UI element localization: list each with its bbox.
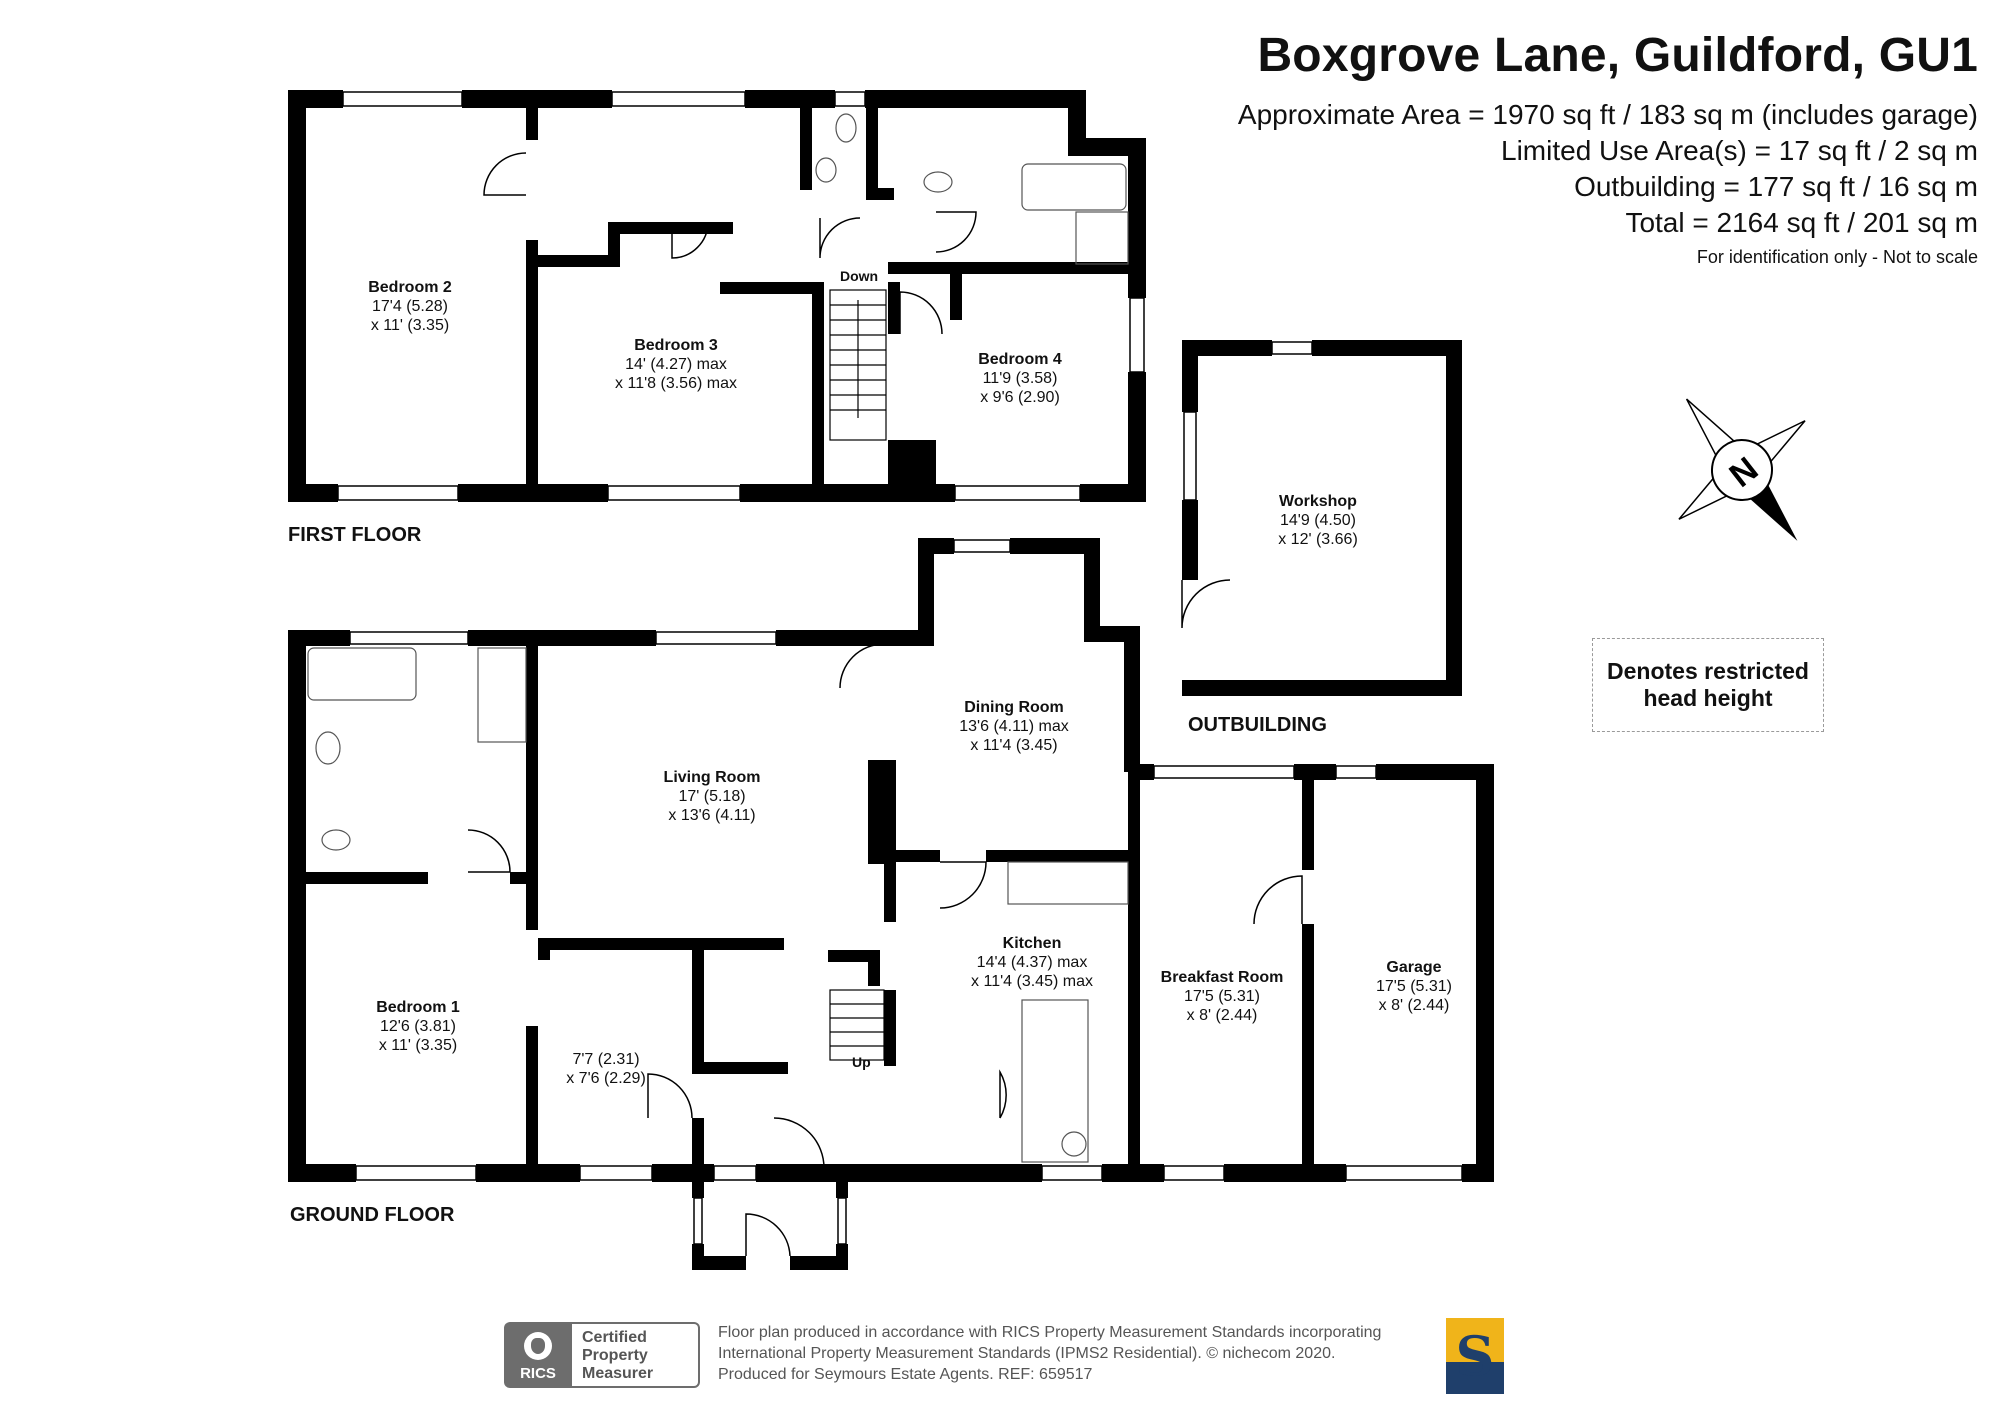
footer-text [718,1322,1381,1385]
window [350,632,468,644]
rics-cert-text: Property [582,1347,648,1364]
ground-floor-label: GROUND FLOOR [290,1204,455,1226]
wall [866,188,894,200]
wall [306,872,428,884]
area-line: Total = 2164 sq ft / 201 sq m [1625,207,1978,238]
wall [1462,1164,1494,1182]
door-swing [746,1214,790,1256]
room-dimension: x 11' (3.35) [378,1037,458,1054]
wall [1476,764,1494,1182]
stairs-down-label: Down [840,268,879,284]
wall [288,90,306,502]
wall [692,1062,788,1074]
window [714,1166,756,1180]
bathtub [1022,164,1126,210]
room-name: Bedroom 2 [368,279,452,296]
room-dimension: 14' (4.27) max [625,356,727,373]
window [1164,1166,1224,1180]
door-swing [1182,580,1230,628]
room-workshop [1278,492,1358,549]
outbuilding-label: OUTBUILDING [1188,714,1327,736]
rics-certification [572,1322,700,1388]
room-dimension: x 11'8 (3.56) max [615,375,737,392]
wall [836,1176,848,1198]
wall [1182,340,1198,412]
door-swing [820,218,860,258]
legend-text: Denotes restricted [1607,658,1809,684]
area-line: Approximate Area = 1970 sq ft / 183 sq m (includes garage) [1237,99,1978,130]
room-name: Bedroom 4 [978,351,1062,368]
wall [1294,764,1336,780]
room-dimension: 14'4 (4.37) max [976,954,1088,971]
room-dimension: x 11' (3.35) [370,317,450,334]
agent-logo [1446,1318,1504,1394]
room-name: Garage [1386,959,1442,976]
window [1042,1166,1102,1180]
room-dimension: 11'9 (3.58) [982,370,1058,387]
stairs-up-label: Up [852,1054,871,1070]
room-name: Dining Room [964,699,1064,716]
wall [288,630,350,646]
wall [884,862,896,922]
room-study [566,1050,646,1088]
room-bedroom-4 [978,350,1062,407]
wall [918,538,934,646]
basin [924,172,952,192]
wall [720,282,820,294]
wall [800,100,812,190]
wall [1182,500,1198,580]
door-swing [484,153,526,195]
door-swing [840,644,884,688]
room-dimension: x 8' (2.44) [1378,997,1450,1014]
window [608,486,740,500]
rics-name: RICS [520,1365,556,1382]
wall [1302,924,1314,1164]
rics-cert-text: Certified [582,1329,647,1346]
shower-tray [478,648,526,742]
room-dimension: x 7'6 (2.29) [566,1070,646,1087]
wall [538,938,784,950]
wall [884,990,896,1066]
wall [865,90,1085,108]
counter [1022,1000,1088,1162]
door-swing [468,830,510,872]
stairs [830,290,886,1060]
room-name: Living Room [663,769,761,786]
wall [812,282,824,502]
window [1346,1166,1462,1180]
wall [288,90,343,108]
wall [1080,484,1146,502]
room-dimension: 7'7 (2.31) [572,1051,640,1068]
wall [1446,340,1462,696]
room-dimension: x 8' (2.44) [1186,1007,1258,1024]
wall [745,90,835,108]
room-dimension: 17'4 (5.28) [371,298,448,315]
room-bedroom-1 [376,998,460,1055]
window [1154,766,1294,778]
room-dimension: 13'6 (4.11) max [959,718,1069,735]
room-dimension: x 12' (3.66) [1278,531,1358,548]
rics-cert-text: Measurer [582,1365,654,1382]
restricted-height-legend [1592,638,1824,732]
room-name: Bedroom 3 [634,337,718,354]
wall [526,1026,538,1182]
wall [1102,1164,1164,1182]
wall [950,262,962,320]
toilet [322,830,350,850]
sink [1062,1132,1086,1156]
room-dimension: x 9'6 (2.90) [980,389,1060,406]
wall [526,100,538,140]
room-breakfast-room [1161,968,1284,1025]
window [343,92,462,106]
room-kitchen [971,934,1093,991]
window [838,1198,846,1244]
wall [1312,340,1462,356]
window [356,1166,476,1180]
rics-logo [504,1322,572,1388]
legend-text: head height [1643,685,1773,711]
wall [896,850,940,862]
area-line: Outbuilding = 177 sq ft / 16 sq m [1574,171,1978,202]
door-swing [774,1118,824,1168]
window [338,486,458,500]
wall [836,1244,848,1270]
wall [538,938,550,960]
wall [608,222,733,234]
area-line: Limited Use Area(s) = 17 sq ft / 2 sq m [1501,135,1978,166]
counter [1008,862,1128,904]
wall [1140,764,1154,780]
bathtub [308,648,416,700]
page-title: Boxgrove Lane, Guildford, GU1 [1257,29,1978,82]
window [954,540,1010,552]
wall [1224,1164,1346,1182]
agent-logo-letter: S [1455,1324,1495,1388]
room-dimension: 17' (5.18) [678,788,746,805]
door-swing [1000,1072,1006,1118]
wall [1128,862,1140,1164]
scale-note: For identification only - Not to scale [1696,247,1978,267]
wall [756,1164,1042,1182]
wall [468,630,656,646]
room-dimension: 14'9 (4.50) [1279,512,1356,529]
door-swing [940,862,986,908]
toilet [836,114,856,142]
door-swing [900,292,942,334]
wall [538,255,608,267]
window [612,92,745,106]
wall [288,1164,356,1182]
rics-crest-icon [524,1332,552,1360]
wall [288,630,306,1182]
window [1130,298,1144,372]
room-dimension: x 11'4 (3.45) [970,737,1058,754]
wall [652,1164,714,1182]
door-swing [936,212,976,252]
wall [1182,680,1462,696]
door-swing [648,1074,692,1118]
doors [468,153,1302,1256]
wall [692,1118,704,1182]
staircase-ground [830,990,884,1060]
room-dimension: 17'5 (5.31) [1183,988,1260,1005]
room-name: Kitchen [1002,935,1062,952]
shower-tray [1076,212,1128,264]
room-dining-room [959,698,1068,755]
window [835,92,865,106]
wall [918,538,954,554]
room-dimension: 12'6 (3.81) [379,1018,456,1035]
wall [1124,626,1140,772]
window [1336,766,1376,778]
wall [526,240,538,502]
footer-line: Floor plan produced in accordance with RICS Property Measurement Standards incorporating [718,1324,1382,1341]
wall [888,282,900,334]
room-bedroom-3 [615,336,737,393]
wall [1068,90,1086,142]
window [955,486,1080,500]
wall [866,100,878,200]
footer-line: International Property Measurement Standards (IPMS2 Residential). © nichecom 2020. [718,1345,1336,1362]
wall [692,950,704,1074]
window [1272,342,1312,354]
wall [868,950,880,986]
rics-badge [504,1322,704,1388]
wall [986,850,1140,862]
wall [288,484,338,502]
room-bedroom-2 [368,278,452,335]
window [694,1198,702,1244]
wall [868,760,896,864]
wall [526,646,538,930]
window [656,632,776,644]
room-name: Workshop [1279,493,1357,510]
room-name: Breakfast Room [1160,969,1284,986]
wall [1128,772,1140,862]
wall [1084,538,1100,634]
wall [692,1256,746,1270]
basin [816,158,836,182]
room-dimension: x 11'4 (3.45) max [971,973,1093,990]
compass-letter: N [1722,449,1766,495]
window [1184,412,1196,500]
wall [1302,780,1314,870]
wall [1128,372,1146,502]
header [1238,28,1978,268]
door-swing [1254,876,1302,924]
room-garage [1376,958,1452,1015]
footer-line: Produced for Seymours Estate Agents. REF: 659517 [718,1366,1093,1383]
basin [316,732,340,764]
window [580,1166,652,1180]
room-living-room [664,768,761,825]
room-dimension: x 13'6 (4.11) [668,807,756,824]
room-name: Bedroom 1 [376,999,460,1016]
wall [888,440,936,502]
room-dimension: 17'5 (5.31) [1376,978,1452,995]
wall [888,262,950,274]
first-floor-label: FIRST FLOOR [288,524,422,546]
